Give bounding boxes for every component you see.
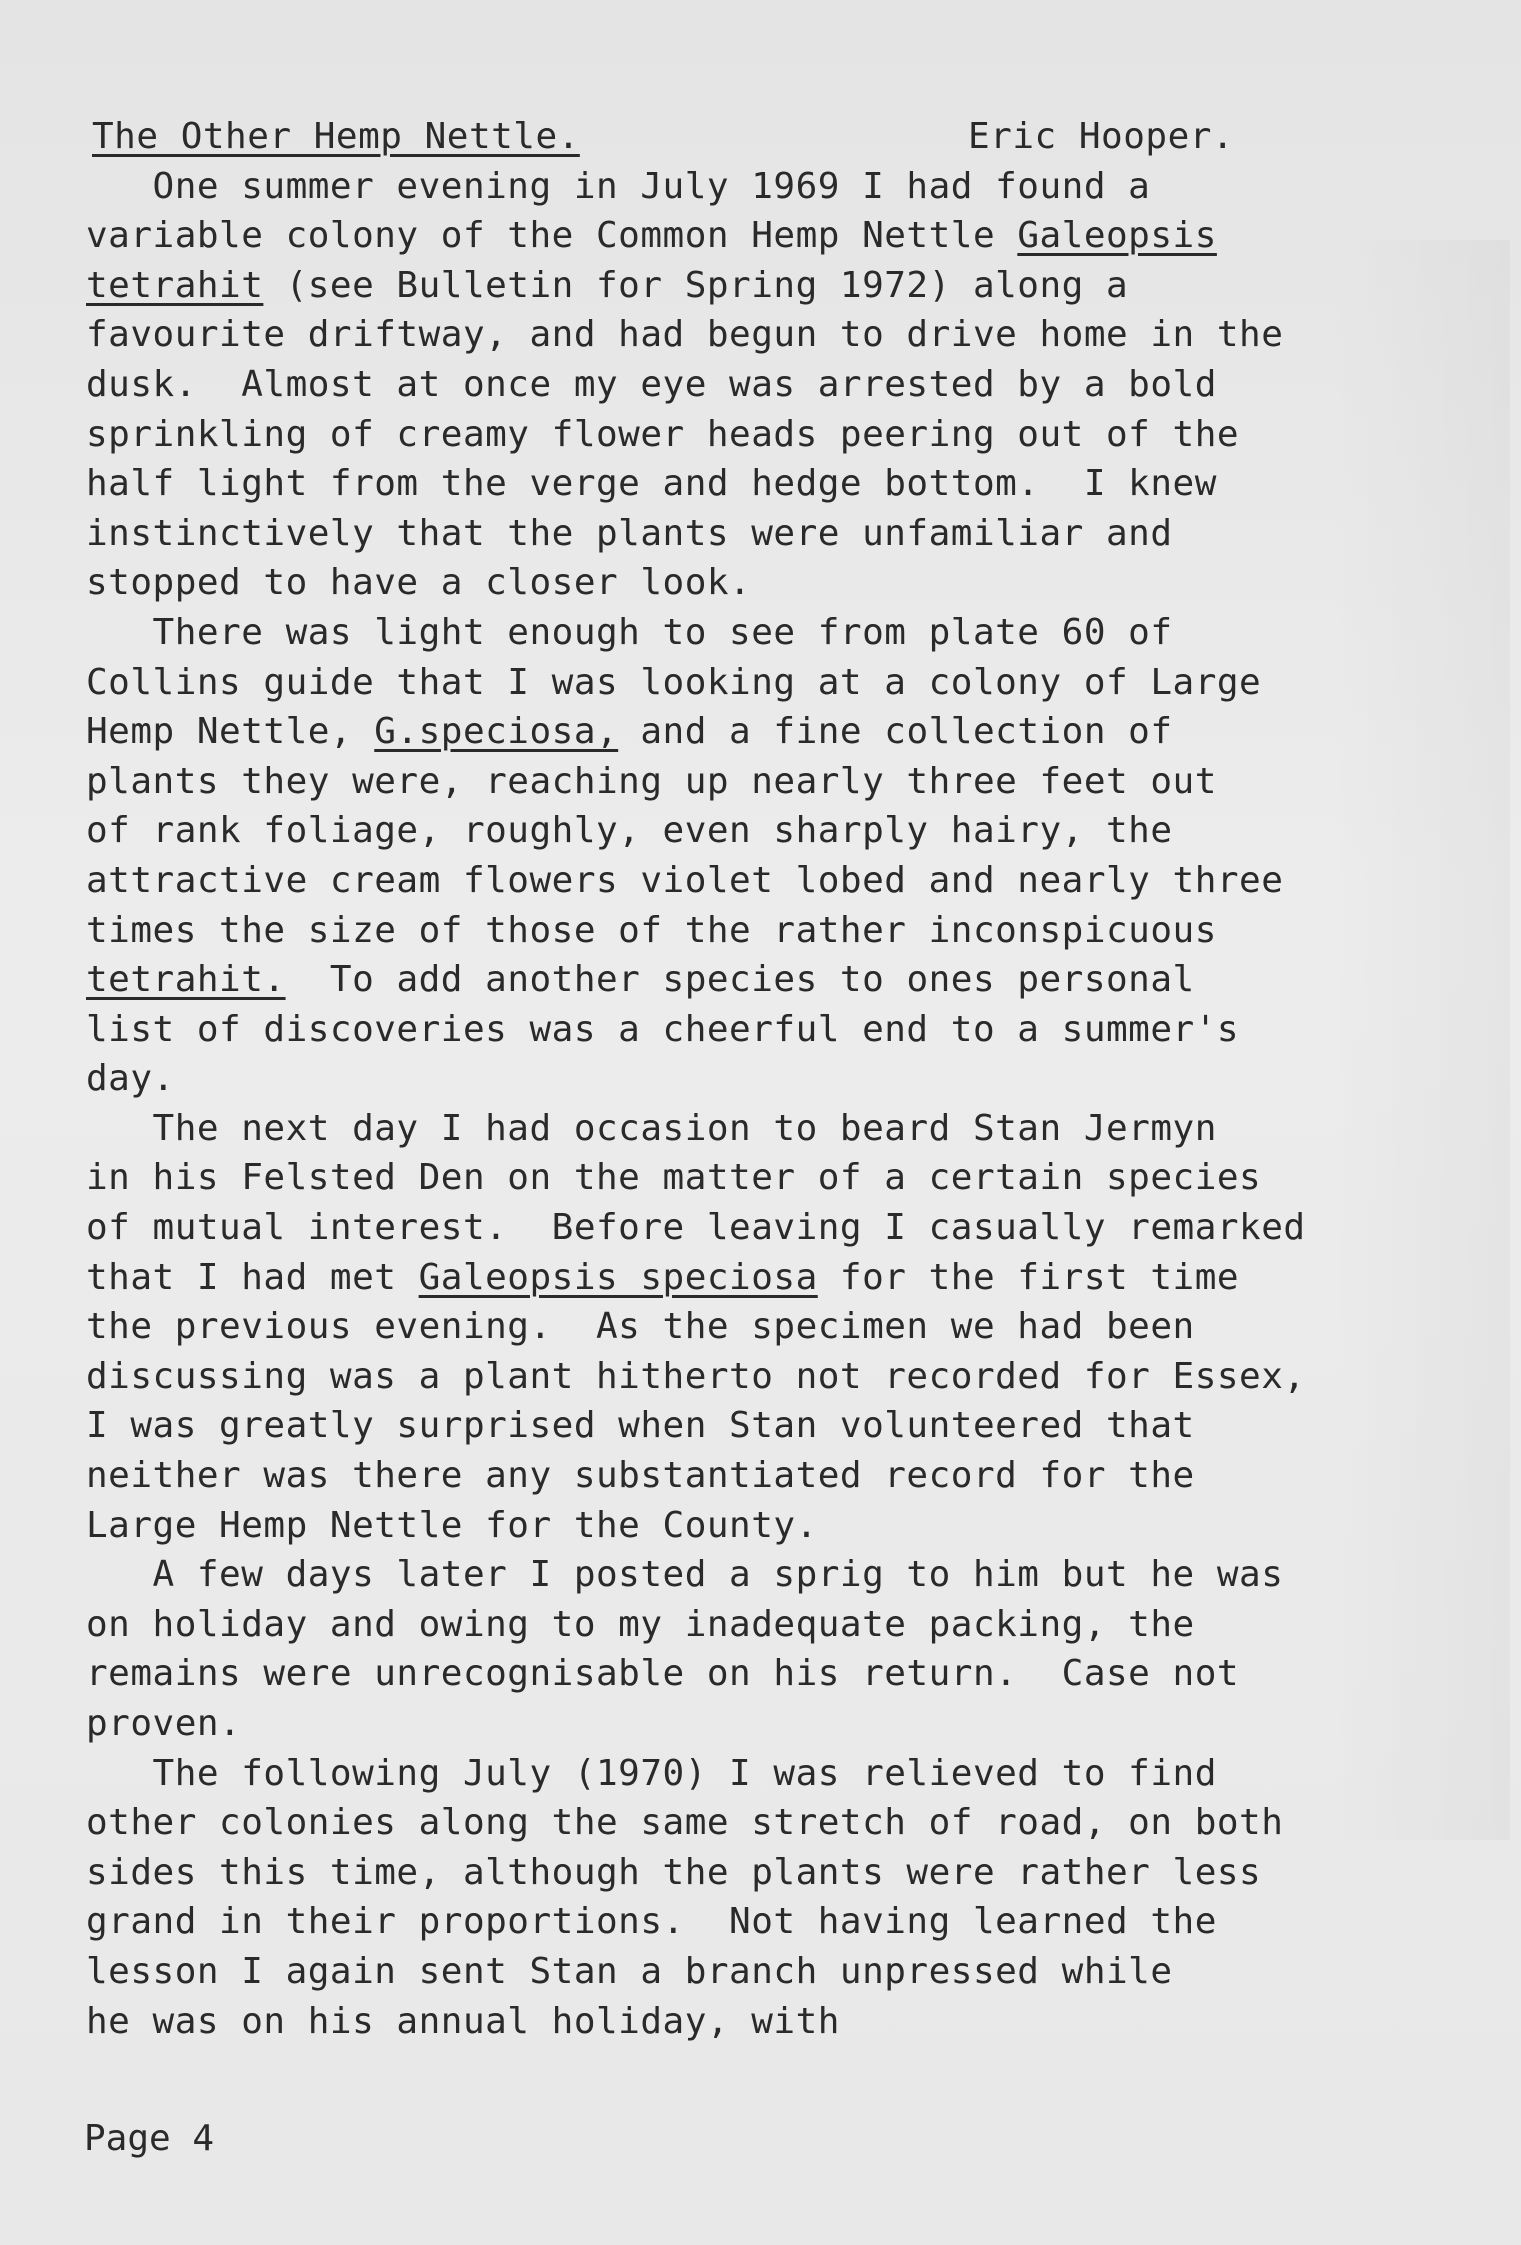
- body-line: list of discoveries was a cheerful end to a summer's: [86, 1008, 1240, 1050]
- body-line: in his Felsted Den on the matter of a certain species: [86, 1157, 1262, 1199]
- body-line: times the size of those of the rather inconspicuous: [86, 909, 1217, 951]
- body-line: tetrahit. To add another species to ones personal: [86, 959, 1195, 1001]
- body-line: discussing was a plant hitherto not recorded for Essex,: [86, 1355, 1306, 1397]
- article-author: Eric Hooper.: [968, 116, 1235, 157]
- underlined-term: G.speciosa,: [374, 711, 619, 753]
- body-line: I was greatly surprised when Stan volunteered that: [86, 1405, 1195, 1447]
- body-line: of mutual interest. Before leaving I casually remarked: [86, 1207, 1306, 1249]
- body-line: The next day I had occasion to beard Stan Jermyn: [86, 1107, 1217, 1149]
- body-line: attractive cream flowers violet lobed and nearly three: [86, 859, 1284, 901]
- body-line: lesson I again sent Stan a branch unpressed while: [86, 1950, 1173, 1992]
- body-line: on holiday and owing to my inadequate packing, the: [86, 1603, 1195, 1645]
- body-line: proven.: [86, 1703, 242, 1744]
- underlined-term: Galeopsis speciosa: [418, 1256, 818, 1298]
- body-line: remains were unrecognisable on his return. Case not: [86, 1653, 1240, 1695]
- underlined-term: Galeopsis: [1017, 215, 1217, 257]
- underlined-term: tetrahit.: [86, 959, 286, 1001]
- body-line: A few days later I posted a sprig to him but he was: [86, 1554, 1284, 1596]
- body-line: Hemp Nettle, G.speciosa, and a fine collection of: [86, 711, 1173, 753]
- body-line: sprinkling of creamy flower heads peering out of the: [86, 413, 1240, 455]
- body-line: plants they were, reaching up nearly three feet out: [86, 760, 1217, 802]
- body-line: grand in their proportions. Not having learned the: [86, 1901, 1217, 1943]
- body-line: sides this time, although the plants were rather less: [86, 1851, 1262, 1893]
- body-line: stopped to have a closer look.: [86, 562, 752, 604]
- body-line: neither was there any substantiated record for the: [86, 1455, 1195, 1497]
- page-number: Page 4: [84, 2118, 215, 2159]
- body-line: Collins guide that I was looking at a colony of Large: [86, 661, 1262, 703]
- article: [86, 112, 1486, 2046]
- body-line: tetrahit (see Bulletin for Spring 1972) along a: [86, 264, 1129, 306]
- body-line: There was light enough to see from plate 60 of: [86, 611, 1173, 653]
- body-line: One summer evening in July 1969 I had found a: [86, 165, 1151, 207]
- body-line: half light from the verge and hedge bottom. I knew: [86, 463, 1217, 505]
- body-line: favourite driftway, and had begun to drive home in the: [86, 314, 1284, 356]
- body-line: of rank foliage, roughly, even sharply hairy, the: [86, 810, 1173, 852]
- body-line: dusk. Almost at once my eye was arrested by a bold: [86, 363, 1217, 405]
- body-line: Large Hemp Nettle for the County.: [86, 1504, 818, 1546]
- body-line: other colonies along the same stretch of road, on both: [86, 1802, 1284, 1844]
- body-line: The following July (1970) I was relieved to find: [86, 1752, 1217, 1794]
- body-line: day.: [86, 1058, 175, 1100]
- underlined-term: tetrahit: [86, 264, 264, 306]
- body-line: instinctively that the plants were unfamiliar and: [86, 512, 1173, 554]
- article-body: [86, 162, 1486, 2047]
- body-line: that I had met Galeopsis speciosa for the first time: [86, 1256, 1240, 1298]
- article-heading: [86, 112, 1486, 162]
- body-line: the previous evening. As the specimen we had been: [86, 1306, 1195, 1348]
- body-line: he was on his annual holiday, with: [86, 2000, 840, 2042]
- body-line: variable colony of the Common Hemp Nettle Galeopsis: [86, 215, 1217, 257]
- article-title: The Other Hemp Nettle.: [92, 116, 580, 157]
